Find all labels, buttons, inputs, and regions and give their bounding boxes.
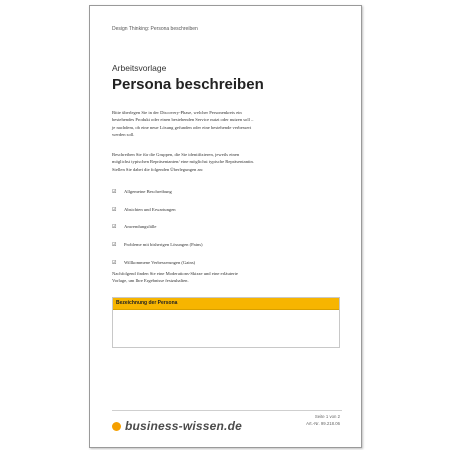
instructions-line: Stellen Sie dabei die folgenden Überlegungen an: bbox=[112, 166, 204, 172]
closing-line: Nachfolgend finden Sie eine Moderations-Skizze und eine erläuterte bbox=[112, 271, 238, 276]
intro-line: Bitte überlegen Sie in der Discovery-Phase, welcher Personenkreis ein bbox=[112, 110, 242, 115]
checklist-item bbox=[112, 241, 203, 248]
checklist-item-label: Allgemeine Beschreibung bbox=[124, 189, 172, 194]
persona-name-field[interactable] bbox=[113, 310, 339, 347]
checkbox-checked-icon: ☑ bbox=[112, 259, 117, 266]
checklist-item-label: Anwendungsfälle bbox=[124, 224, 157, 230]
footer-divider bbox=[112, 410, 342, 411]
article-number: Art.-Nr. 99.218.06 bbox=[306, 421, 340, 426]
checklist-item-label: Willkommene Verbesserungen (Gains) bbox=[124, 259, 196, 265]
intro-paragraph bbox=[112, 109, 297, 138]
logo-dot-icon bbox=[112, 422, 121, 431]
checklist-item bbox=[112, 188, 203, 195]
checklist bbox=[112, 188, 203, 277]
closing-paragraph bbox=[112, 270, 297, 285]
page-info bbox=[306, 413, 340, 427]
instructions-paragraph bbox=[112, 151, 297, 173]
persona-box-heading: Bezeichnung der Persona bbox=[113, 298, 339, 310]
checklist-item-label: Absichten und Erwartungen bbox=[124, 206, 176, 212]
instructions-line: Beschreiben Sie für die Gruppen, die Sie identifizieren, jeweils einen bbox=[112, 152, 240, 157]
document-page bbox=[89, 5, 362, 448]
checklist-item-label: Probleme mit bisherigen Lösungen (Pains) bbox=[124, 242, 203, 248]
brand-logo bbox=[112, 419, 242, 433]
logo-text: business-wissen.de bbox=[125, 419, 242, 433]
document-title: Persona beschreiben bbox=[112, 76, 264, 93]
checkbox-checked-icon: ☑ bbox=[112, 224, 117, 231]
checkbox-checked-icon: ☑ bbox=[112, 242, 117, 249]
closing-line: Vorlage, um Ihre Ergebnisse festzuhalten. bbox=[112, 278, 189, 284]
checklist-item bbox=[112, 223, 203, 230]
persona-name-box bbox=[112, 297, 340, 348]
intro-line: werden soll. bbox=[112, 131, 135, 137]
instructions-line: möglichst typischen Repräsentanten/ eine möglichst typische Repräsentantin. bbox=[112, 159, 254, 165]
checklist-item bbox=[112, 206, 203, 213]
checkbox-checked-icon: ☑ bbox=[112, 206, 117, 213]
checkbox-checked-icon: ☑ bbox=[112, 189, 117, 195]
checklist-item bbox=[112, 259, 203, 266]
intro-line: bestehendes Produkt oder einen bestehenden Service nutzt oder nutzen soll – bbox=[112, 117, 254, 123]
page-number: Seite 1 von 2 bbox=[314, 414, 340, 419]
intro-line: je nachdem, ob eine neue Lösung gefunden oder eine bestehende verbessert bbox=[112, 124, 252, 130]
document-subtitle: Arbeitsvorlage bbox=[112, 63, 167, 73]
document-category: Design Thinking: Persona beschreiben bbox=[112, 26, 198, 32]
